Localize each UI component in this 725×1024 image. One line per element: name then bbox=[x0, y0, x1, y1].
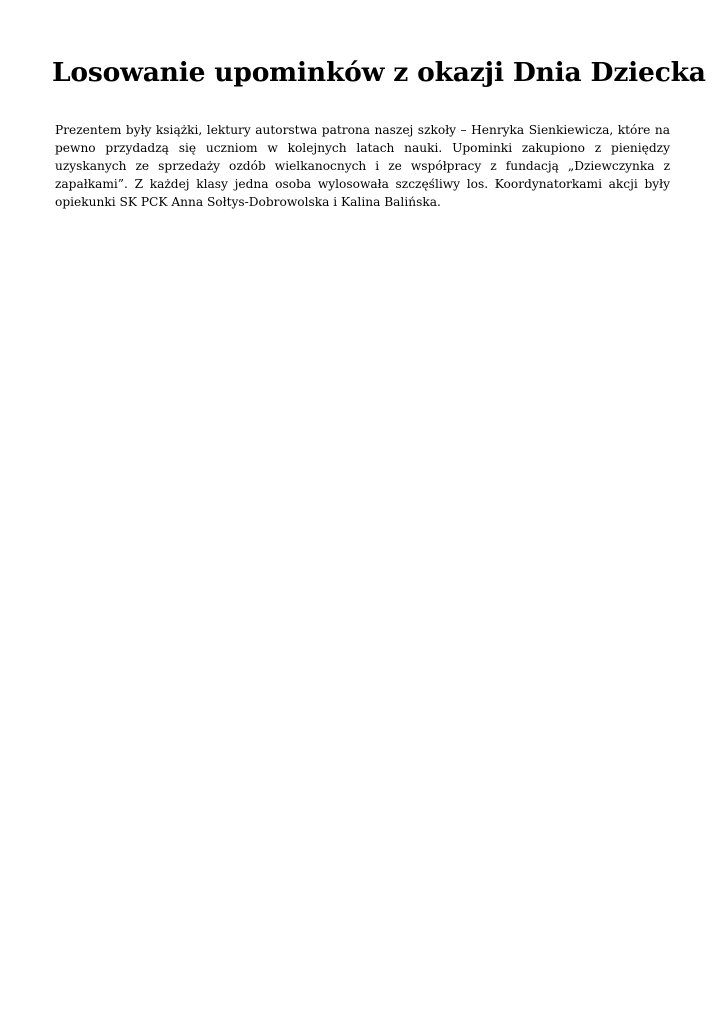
page-title: Losowanie upominków z okazji Dnia Dziecka bbox=[52, 57, 706, 88]
article-paragraph: Prezentem były książki, lektury autorstwa patrona naszej szkoły – Henryka Sienkiewicza, które na pewno przydadzą się uczniom w kolejnych latach nauki. Upominki zakupiono z pieniędzy uzyskanych ze sprzedaży ozdób wielkanocnych i ze współpracy z fundacją „Dziewczynka z zapałkami”. Z każdej klasy jedna osoba wylosowała szczęśliwy los. Koordynatorkami akcji były opiekunki SK PCK Anna Sołtys-Dobrowolska i Kalina Balińska. bbox=[55, 123, 670, 209]
